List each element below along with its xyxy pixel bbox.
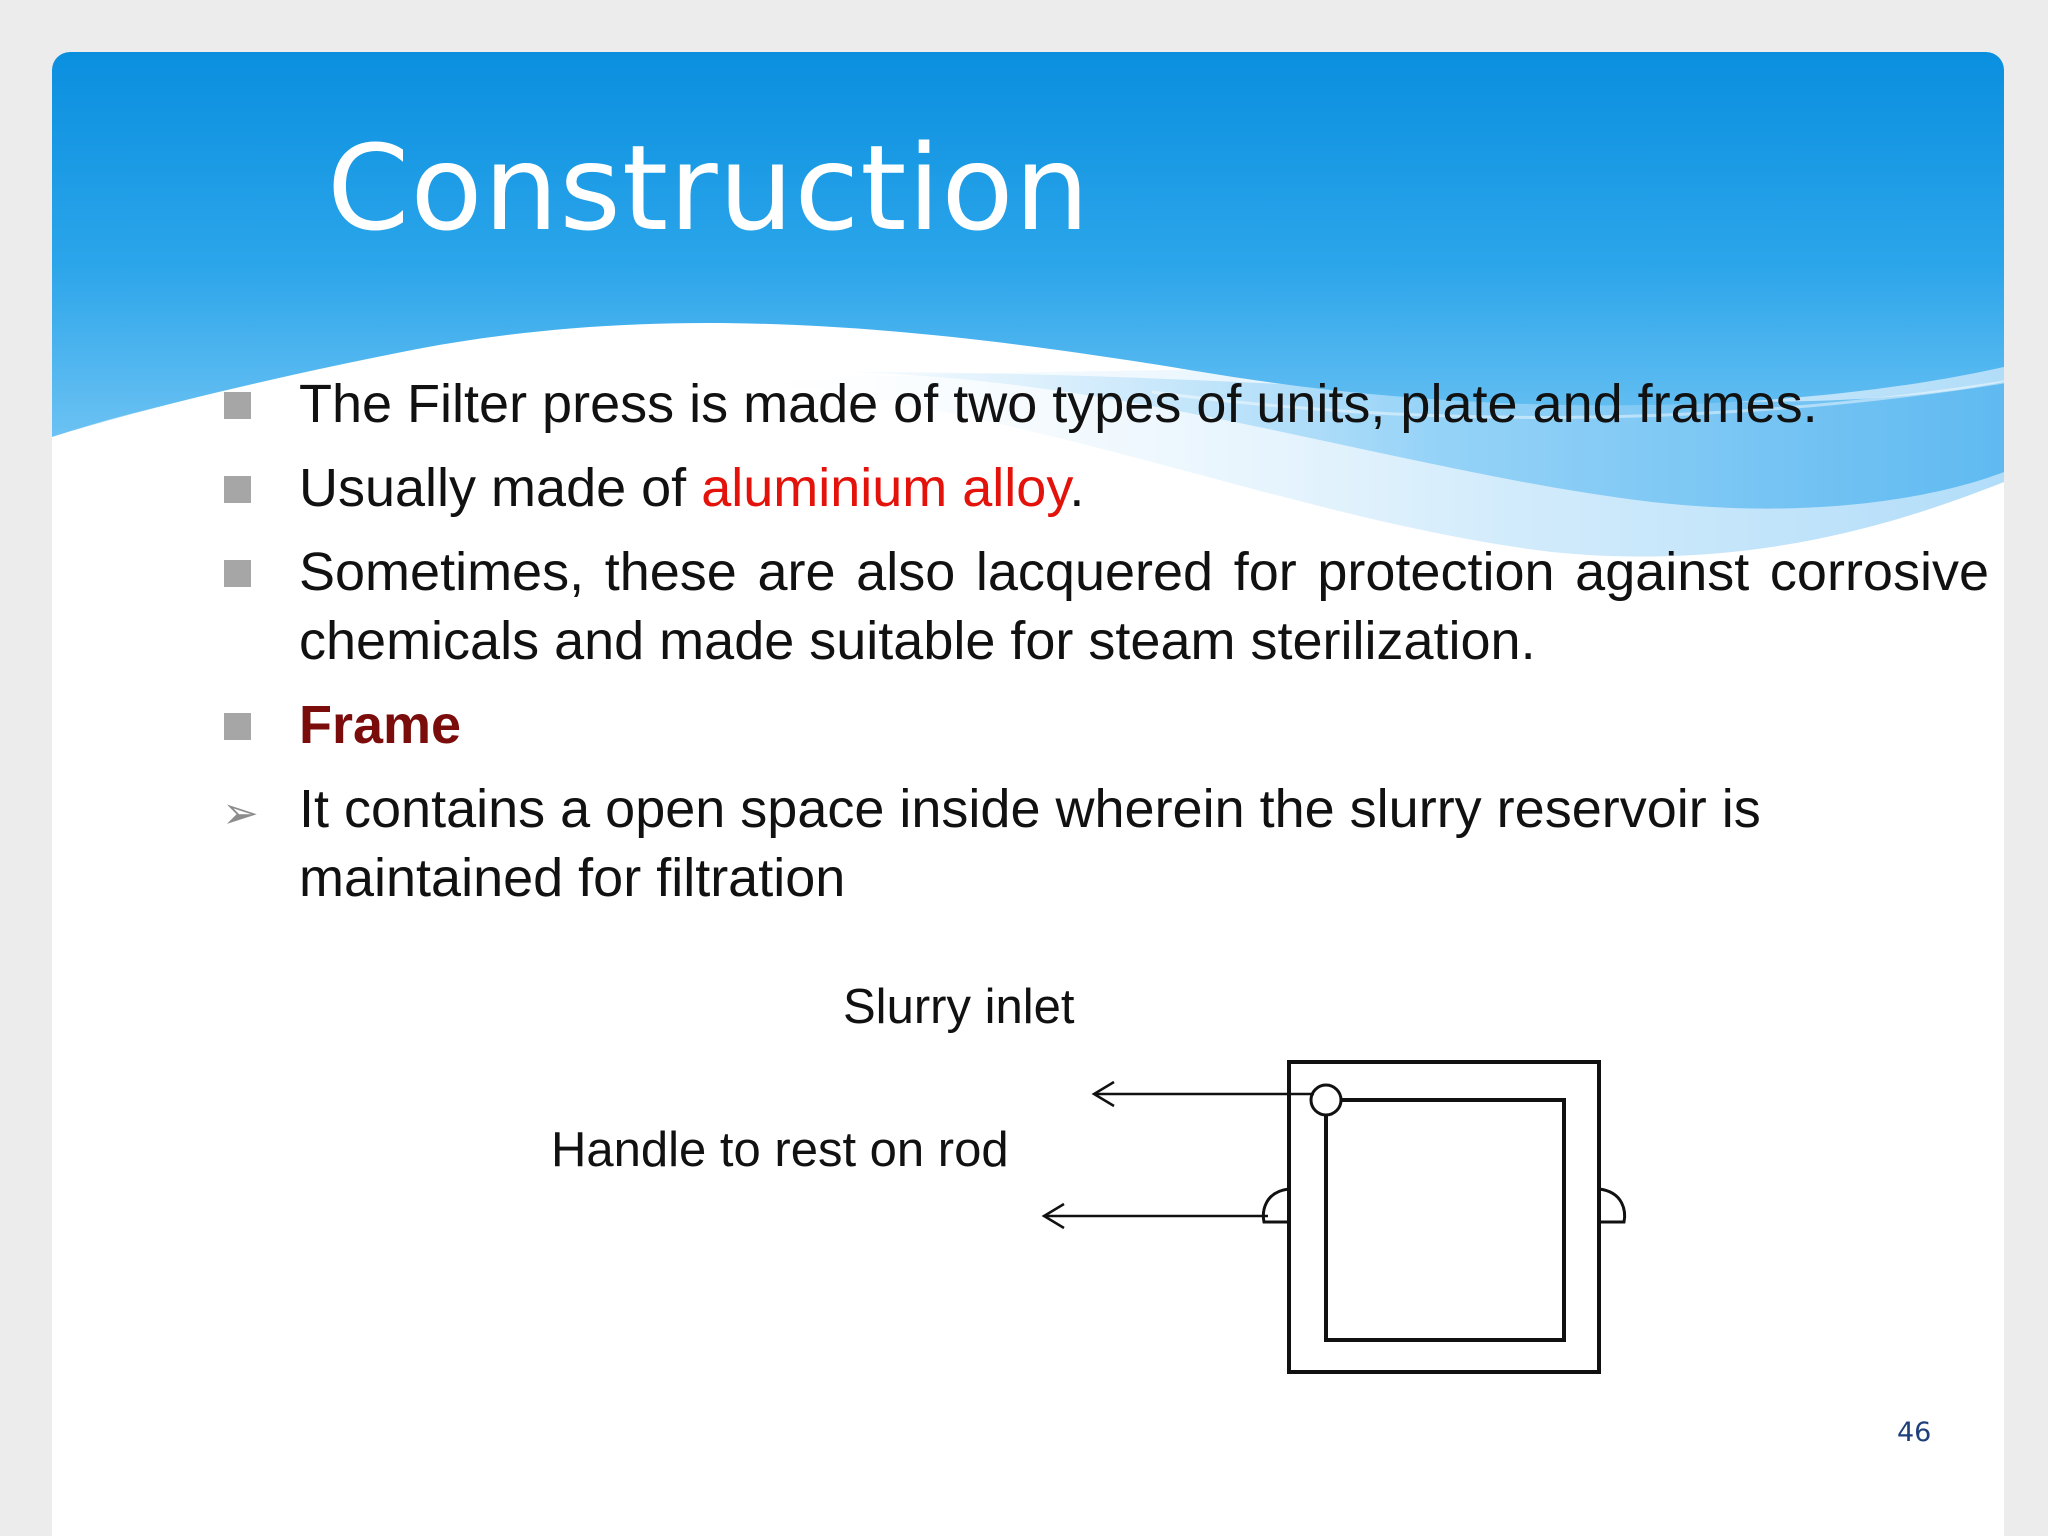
square-bullet-icon bbox=[224, 713, 251, 740]
bullet-item bbox=[224, 691, 1989, 760]
bullet-text: The Filter press is made of two types of units, plate and frames. bbox=[299, 374, 1818, 434]
bullet-item bbox=[224, 454, 1989, 523]
bullet-text: Sometimes, these are also lacquered for protection against corrosive chemicals and made suitable for steam sterilization. bbox=[299, 542, 1989, 671]
bullet-item bbox=[224, 775, 1989, 913]
slurry-inlet-label: Slurry inlet bbox=[843, 980, 1075, 1034]
handle-label: Handle to rest on rod bbox=[551, 1123, 1009, 1177]
arrow-bullet-icon: ➢ bbox=[222, 789, 259, 838]
square-bullet-icon bbox=[224, 476, 251, 503]
slide bbox=[52, 52, 2004, 1536]
square-bullet-icon bbox=[224, 560, 251, 587]
frame-heading: Frame bbox=[299, 695, 462, 755]
bullet-text: It contains a open space inside wherein the slurry reservoir is maintained for filtration bbox=[299, 779, 1761, 908]
slide-title: Construction bbox=[327, 119, 1091, 257]
page-number: 46 bbox=[1897, 1417, 1932, 1448]
highlighted-text: aluminium alloy bbox=[701, 458, 1070, 518]
bullet-item bbox=[224, 538, 1989, 676]
bullet-list bbox=[224, 370, 1989, 928]
bullet-text: Usually made of bbox=[299, 458, 702, 518]
bullet-item bbox=[224, 370, 1989, 439]
square-bullet-icon bbox=[224, 392, 251, 419]
bullet-text-end: . bbox=[1069, 458, 1085, 518]
